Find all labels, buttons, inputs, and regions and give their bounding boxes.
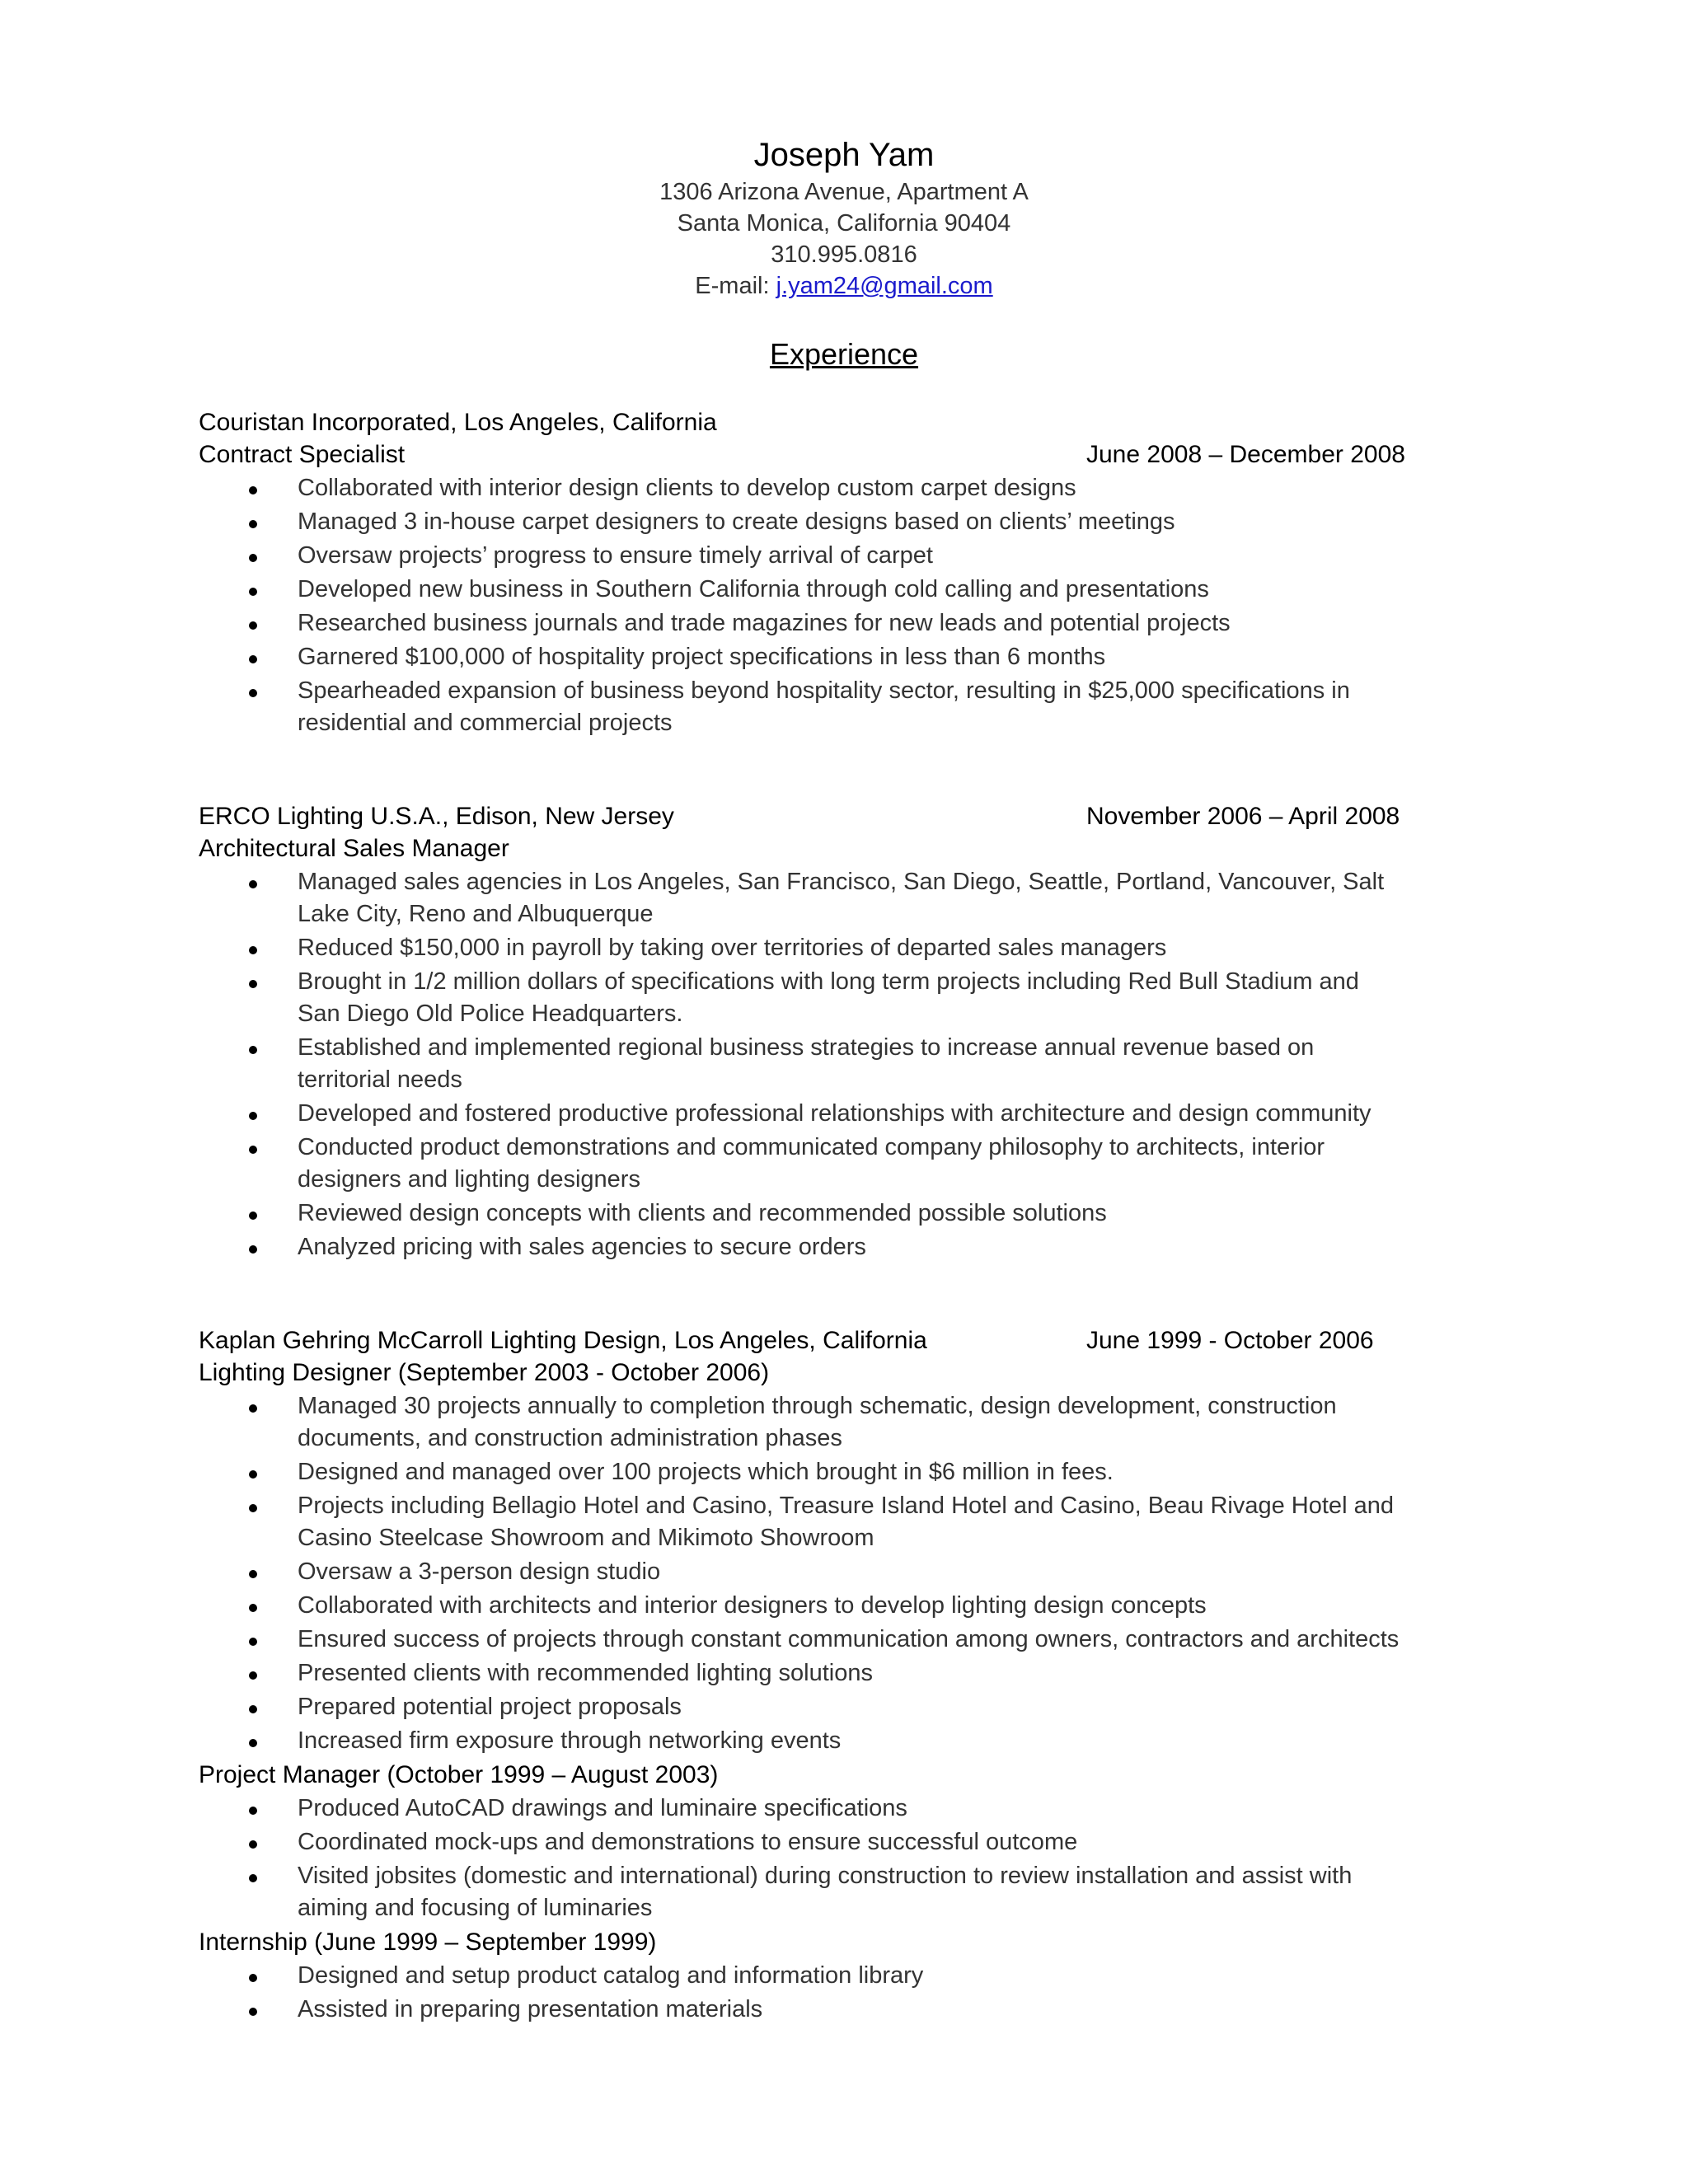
- job-dates: November 2006 – April 2008: [1086, 803, 1400, 830]
- bullet-item: [199, 1994, 1402, 2026]
- bullet-text: Designed and managed over 100 projects which brought in $6 million in fees.: [298, 1459, 1114, 1485]
- bullet-icon: [249, 1604, 257, 1612]
- bullet-item: [199, 1556, 1402, 1588]
- bullet-icon: [249, 588, 257, 596]
- job-bullets: [199, 472, 1402, 739]
- bullet-text: Prepared potential project proposals: [298, 1694, 682, 1720]
- job-entry: [199, 406, 1405, 739]
- bullet-item: [199, 1860, 1402, 1924]
- bullet-icon: [249, 1807, 257, 1815]
- spacer: [199, 741, 1402, 800]
- bullet-item: [199, 1132, 1402, 1196]
- bullet-text: Conducted product demonstrations and communicated company philosophy to architects, interior designers and lighting designers: [298, 1134, 1325, 1193]
- bullet-text: Assisted in preparing presentation materials: [298, 1996, 763, 2022]
- spacer: [199, 1265, 1402, 1324]
- bullet-text: Garnered $100,000 of hospitality project specifications in less than 6 months: [298, 644, 1106, 670]
- bullet-icon: [249, 2008, 257, 2016]
- job-title-row: [199, 438, 1405, 471]
- bullet-item: [199, 1725, 1402, 1757]
- job-company: ERCO Lighting U.S.A., Edison, New Jersey: [199, 803, 674, 830]
- bullet-text: Managed sales agencies in Los Angeles, San Francisco, San Diego, Seattle, Portland, Vancouver, Salt Lake City, Reno and Albuquerque: [298, 869, 1385, 927]
- bullet-item: [199, 1197, 1402, 1230]
- bullet-item: [199, 641, 1402, 673]
- bullet-icon: [249, 554, 257, 562]
- bullet-text: Produced AutoCAD drawings and luminaire specifications: [298, 1795, 907, 1821]
- bullet-text: Presented clients with recommended lighting solutions: [298, 1660, 873, 1686]
- email-line: [0, 270, 1688, 302]
- job-dates: June 1999 - October 2006: [1086, 1327, 1374, 1354]
- bullet-item: [199, 1390, 1402, 1455]
- bullet-icon: [249, 1671, 257, 1680]
- bullet-item: [199, 1231, 1402, 1263]
- bullet-item: [199, 1624, 1402, 1656]
- candidate-name: Joseph Yam: [753, 137, 935, 173]
- bullet-text: Developed and fostered productive professional relationships with architecture and design community: [298, 1100, 1372, 1127]
- bullet-item: [199, 1456, 1402, 1488]
- job-bullets: [199, 866, 1402, 1263]
- bullet-icon: [249, 655, 257, 663]
- bullet-icon: [249, 1245, 257, 1254]
- bullet-text: Managed 30 projects annually to completion through schematic, design development, construction documents, and construction administration phases: [298, 1393, 1337, 1451]
- bullet-icon: [249, 1705, 257, 1713]
- job-company: Couristan Incorporated, Los Angeles, California: [199, 409, 717, 436]
- bullet-text: Visited jobsites (domestic and international) during construction to review installation and assist with aiming and focusing of luminaries: [298, 1863, 1353, 1921]
- bullet-item: [199, 574, 1402, 606]
- bullet-icon: [249, 1874, 257, 1882]
- bullet-text: Oversaw a 3-person design studio: [298, 1558, 661, 1585]
- job-company-row: [199, 800, 1402, 832]
- bullet-text: Spearheaded expansion of business beyond hospitality sector, resulting in $25,000 specifications in residential and commercial projects: [298, 677, 1350, 736]
- job-company: Kaplan Gehring McCarroll Lighting Design, Los Angeles, California: [199, 1327, 927, 1354]
- address-line-2: Santa Monica, California 90404: [677, 210, 1011, 237]
- role-bullets: [199, 1793, 1402, 1924]
- bullet-item: [199, 472, 1402, 504]
- bullet-text: Reviewed design concepts with clients and recommended possible solutions: [298, 1200, 1107, 1226]
- email-label: E-mail:: [695, 273, 776, 299]
- bullet-icon: [249, 689, 257, 697]
- bullet-icon: [249, 1739, 257, 1747]
- bullet-item: [199, 1691, 1402, 1723]
- role-title: Project Manager (October 1999 – August 2003): [199, 1761, 719, 1788]
- bullet-icon: [249, 520, 257, 528]
- bullet-text: Designed and setup product catalog and information library: [298, 1962, 924, 1989]
- bullet-text: Developed new business in Southern California through cold calling and presentations: [298, 576, 1209, 602]
- bullet-icon: [249, 621, 257, 630]
- bullet-text: Collaborated with architects and interior designers to develop lighting design concepts: [298, 1592, 1207, 1619]
- bullet-icon: [249, 486, 257, 494]
- bullet-icon: [249, 946, 257, 954]
- job-title: Contract Specialist: [199, 441, 406, 468]
- job-dates: June 2008 – December 2008: [1086, 441, 1405, 468]
- bullet-text: Brought in 1/2 million dollars of specifications with long term projects including Red Bull Stadium and San Diego Old Police Headquarters.: [298, 968, 1359, 1027]
- email-link[interactable]: j.yam24@gmail.com: [776, 273, 993, 299]
- bullet-item: [199, 1098, 1402, 1130]
- bullet-icon: [249, 1470, 257, 1479]
- job-entry: [199, 1324, 1402, 2026]
- bullet-icon: [249, 1212, 257, 1220]
- bullet-icon: [249, 1146, 257, 1154]
- bullet-icon: [249, 1840, 257, 1849]
- role-bullets: [199, 1960, 1402, 2026]
- job-title: Architectural Sales Manager: [199, 835, 509, 862]
- bullet-text: Analyzed pricing with sales agencies to secure orders: [298, 1234, 866, 1260]
- bullet-text: Managed 3 in-house carpet designers to create designs based on clients’ meetings: [298, 509, 1175, 535]
- bullet-item: [199, 1032, 1402, 1096]
- bullet-text: Oversaw projects’ progress to ensure timely arrival of carpet: [298, 542, 933, 569]
- bullet-icon: [249, 1570, 257, 1578]
- bullet-icon: [249, 980, 257, 988]
- bullet-item: [199, 1490, 1402, 1554]
- bullet-icon: [249, 1504, 257, 1512]
- phone-number: 310.995.0816: [771, 241, 917, 268]
- bullet-item: [199, 1793, 1402, 1825]
- role-bullets: [199, 1390, 1402, 1757]
- bullet-item: [199, 966, 1402, 1030]
- bullet-icon: [249, 1046, 257, 1054]
- bullet-icon: [249, 880, 257, 888]
- experience-section: [199, 406, 1405, 2027]
- bullet-item: [199, 866, 1402, 930]
- bullet-icon: [249, 1974, 257, 1982]
- bullet-icon: [249, 1112, 257, 1120]
- bullet-text: Increased firm exposure through networking events: [298, 1727, 842, 1754]
- bullet-item: [199, 607, 1402, 640]
- bullet-item: [199, 1826, 1402, 1858]
- job-company-row: [199, 1324, 1402, 1357]
- bullet-text: Researched business journals and trade magazines for new leads and potential projects: [298, 610, 1231, 636]
- section-title-experience: Experience: [769, 337, 919, 371]
- role-title: Lighting Designer (September 2003 - October 2006): [199, 1359, 770, 1386]
- bullet-text: Collaborated with interior design clients to develop custom carpet designs: [298, 475, 1076, 501]
- bullet-item: [199, 540, 1402, 572]
- bullet-icon: [249, 1404, 257, 1413]
- bullet-item: [199, 1657, 1402, 1690]
- bullet-text: Coordinated mock-ups and demonstrations to ensure successful outcome: [298, 1829, 1078, 1855]
- bullet-text: Ensured success of projects through constant communication among owners, contractors and architects: [298, 1626, 1400, 1652]
- role-title: Internship (June 1999 – September 1999): [199, 1929, 657, 1956]
- job-entry: [199, 800, 1402, 1263]
- address-line-1: 1306 Arizona Avenue, Apartment A: [659, 179, 1029, 205]
- bullet-text: Projects including Bellagio Hotel and Casino, Treasure Island Hotel and Casino, Beau Rivage Hotel and Casino Steelcase Showroom and Mikimoto Showroom: [298, 1493, 1394, 1551]
- bullet-icon: [249, 1638, 257, 1646]
- bullet-item: [199, 1960, 1402, 1992]
- bullet-item: [199, 1590, 1402, 1622]
- bullet-item: [199, 932, 1402, 964]
- contact-header: [0, 134, 1688, 302]
- bullet-text: Established and implemented regional business strategies to increase annual revenue based on territorial needs: [298, 1034, 1315, 1093]
- bullet-item: [199, 675, 1402, 739]
- bullet-item: [199, 506, 1402, 538]
- bullet-text: Reduced $150,000 in payroll by taking over territories of departed sales managers: [298, 935, 1167, 961]
